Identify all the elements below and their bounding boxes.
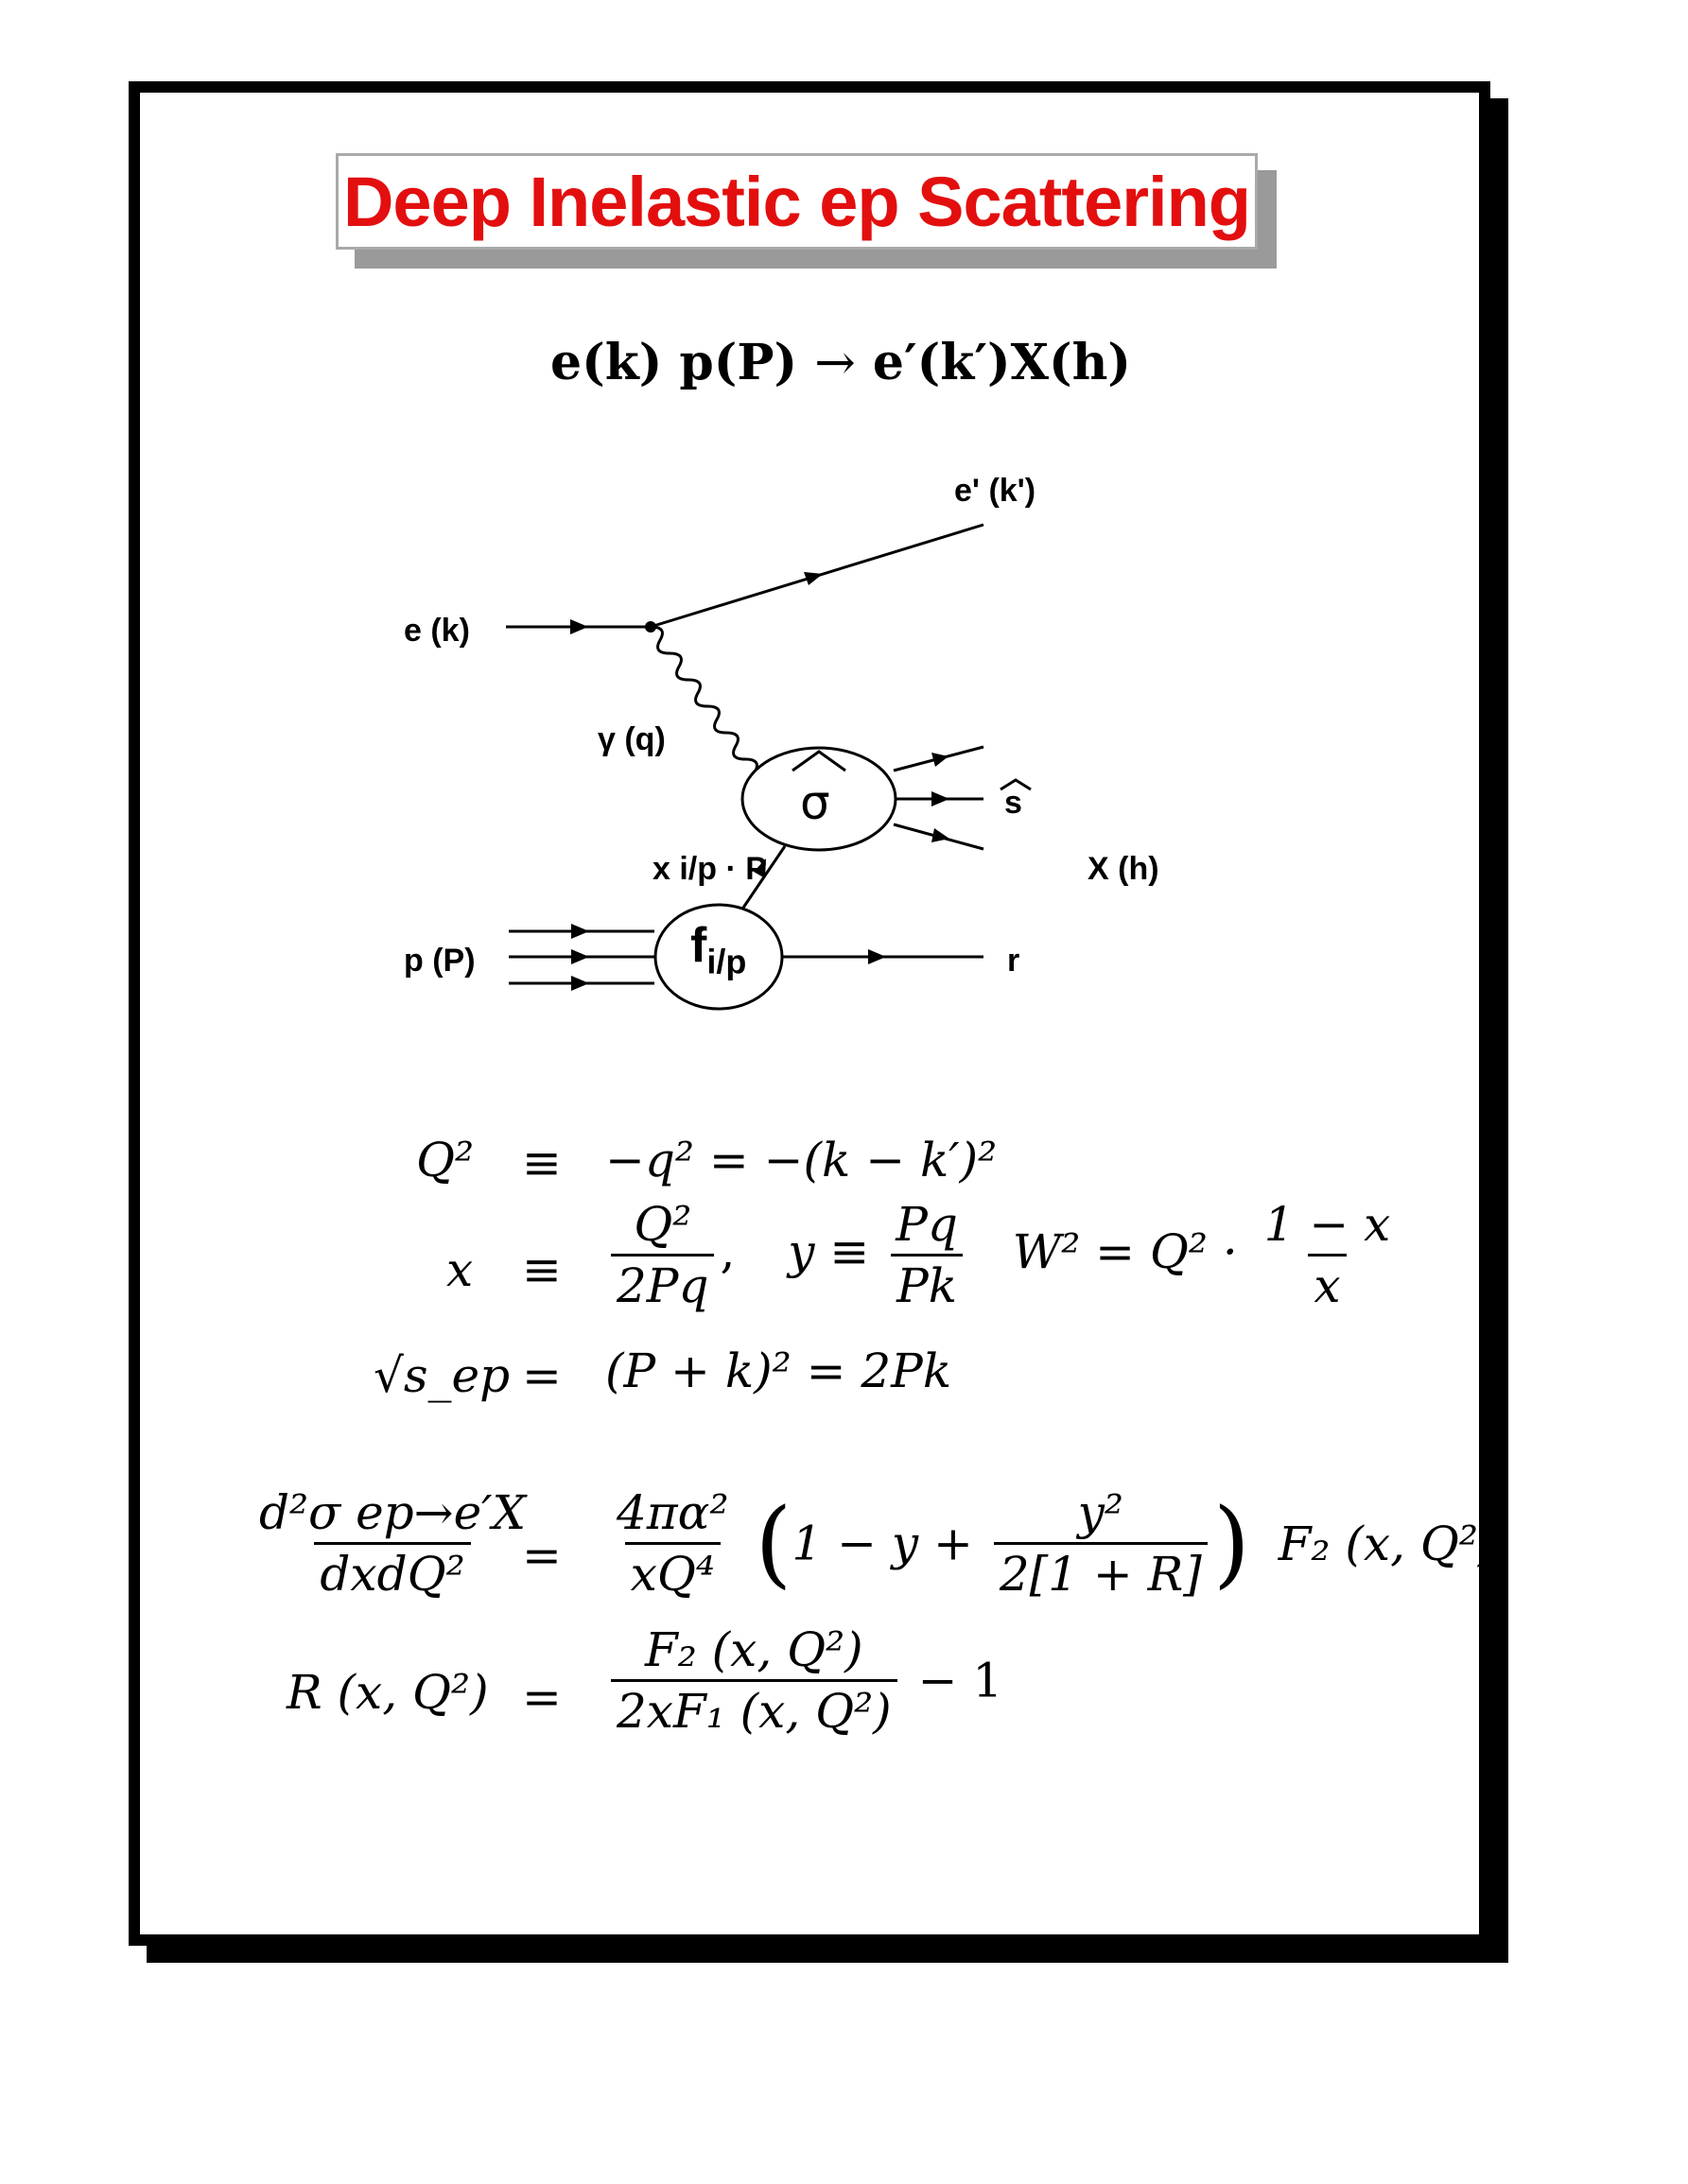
label-x-h: X (h): [1088, 851, 1159, 887]
bracket-left-text: 1 − y +: [792, 1516, 973, 1571]
frac-pq-pk: [890, 1197, 964, 1313]
paren-left: (: [755, 1487, 792, 1599]
photon-line: [651, 627, 764, 786]
frac2-den: Pk: [891, 1254, 963, 1309]
eq-q2-rel: ≡: [522, 1135, 562, 1190]
frac-xs-lhs: [253, 1485, 531, 1602]
label-parton-text: x i/p · P: [653, 851, 767, 887]
frac1-num: Q²: [634, 1197, 692, 1252]
page-title: Deep Inelastic ep Scattering: [342, 162, 1250, 241]
label-proton: p (P): [404, 943, 476, 979]
eq-q2-lhs: Q²: [416, 1133, 475, 1187]
frac-inner: [994, 1485, 1208, 1602]
pref-den: xQ⁴: [625, 1542, 721, 1598]
eq-q2: [416, 1133, 475, 1187]
electron-out-arrow: [804, 572, 823, 585]
label-s-hat: s: [1004, 785, 1022, 821]
eq-s-rel: =: [522, 1348, 562, 1403]
frac1-den: 2Pq: [611, 1254, 714, 1309]
r-den: 2xF₁ (x, Q²): [611, 1679, 897, 1735]
frac-r: [611, 1622, 897, 1739]
shat-arrow-mid: [931, 791, 949, 806]
r-num: F₂ (x, Q²): [645, 1622, 863, 1677]
eq-r-lhs: R (x, Q²): [287, 1665, 489, 1720]
eq-r-rhs: [605, 1622, 1003, 1739]
paren-right: ): [1212, 1487, 1250, 1599]
label-parton: [653, 851, 767, 888]
label-sigma: σ: [800, 775, 830, 830]
proton-arrow-3: [571, 976, 589, 991]
xs-lhs-den: dxdQ²: [314, 1542, 470, 1598]
frac-1mx-x: [1259, 1197, 1397, 1313]
reaction-lhs: e(k) p(P): [550, 334, 798, 391]
eq-q2-rhs: −q² = −(k − k′)²: [605, 1133, 998, 1187]
w-lhs: W² = Q² ·: [1012, 1223, 1238, 1279]
shat-arrow-top: [931, 753, 948, 767]
proton-arrow-1: [571, 924, 589, 939]
inner-den: 2[1 + R]: [994, 1542, 1208, 1598]
eq-r-rel: =: [522, 1670, 562, 1725]
frac-pref: [611, 1485, 734, 1602]
eq-xs-lhs: [248, 1485, 537, 1602]
frac-q2-2pq: [611, 1197, 714, 1313]
remnant-arrow: [868, 949, 886, 964]
eq-s-rhs: (P + k)² = 2Pk: [605, 1343, 952, 1398]
electron-in-arrow: [570, 619, 588, 634]
eq-x-lhs: x: [446, 1242, 474, 1297]
proton-arrow-2: [571, 949, 589, 964]
pref-num: 4πα²: [617, 1485, 729, 1540]
y-lhs: y ≡: [788, 1223, 870, 1279]
label-pdf: [690, 917, 747, 981]
frac2-num: Pq: [896, 1197, 958, 1252]
eq-s-lhs: √s_ep: [374, 1348, 511, 1403]
comma: ,: [720, 1223, 736, 1279]
frac3-num: 1 − x: [1263, 1197, 1391, 1252]
r-tail: − 1: [917, 1653, 1003, 1708]
eq-xs-rel: =: [522, 1528, 562, 1583]
reaction-rhs: e′(k′)X(h): [872, 334, 1131, 391]
eq-x-rhs: [605, 1197, 1401, 1313]
eq-xs-rhs: [605, 1485, 1497, 1602]
frac3-den: x: [1308, 1254, 1346, 1309]
label-pdf-sub: i/p: [706, 942, 747, 981]
inner-num: y²: [1077, 1485, 1123, 1540]
label-pdf-f: f: [690, 918, 707, 973]
label-e-in: e (k): [404, 613, 470, 649]
xs-tail: F₂ (x, Q²): [1278, 1516, 1497, 1571]
xs-lhs-num: d²σ ep→e′X: [259, 1485, 527, 1540]
label-photon: γ (q): [598, 721, 666, 757]
label-e-out: e' (k'): [954, 473, 1036, 509]
label-remnant: r: [1007, 943, 1020, 979]
reaction-arrow: →: [814, 335, 856, 391]
eq-x-rel: ≡: [522, 1242, 562, 1297]
